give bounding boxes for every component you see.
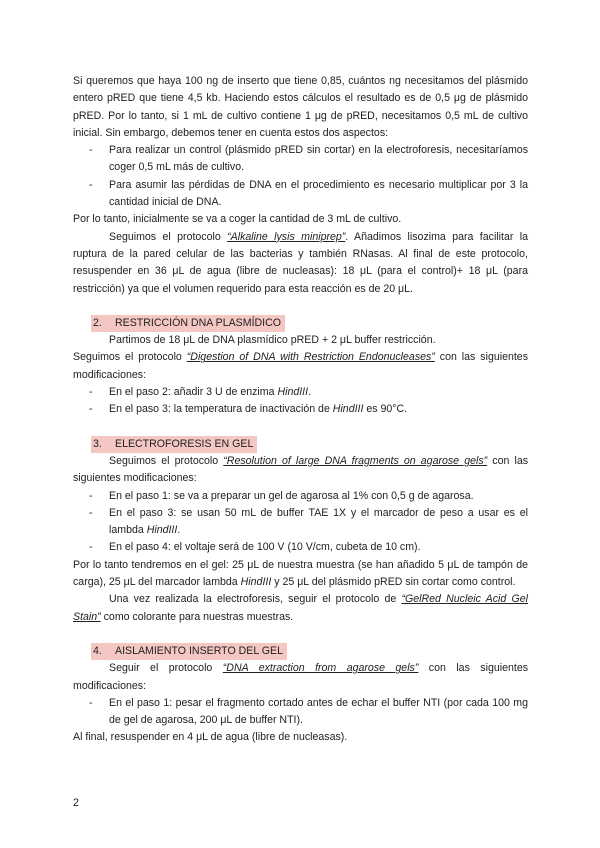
intro-bullet-list (73, 142, 528, 211)
miniprep-paragraph: Seguimos el protocolo “Alkaline lysis miniprep”. Añadimos lisozima para facilitar la ruptura de la pared celular de las bacterias y también RNasas. Al final de este protocolo, resuspender en 36 μL de agua (libre de nucleasas): 18 μL (para el control)+ 18 μL (para restricción) ya que el volumen requerido para esta reacción es de 20 μL. (73, 230, 529, 295)
section-4-title: AISLAMIENTO INSERTO DEL GEL (115, 644, 283, 657)
gelred-stain-link[interactable]: “GelRed Nucleic Acid Gel Stain” (73, 593, 528, 623)
intro-paragraph: Si queremos que haya 100 ng de inserto que tiene 0,85, cuántos ng necesitamos del plásmido entero pRED que tiene 4,5 kb. Haciendo estos cálculos el resultado es de 0,5 μg de plásmido pRED. Por lo tanto, si 1 mL de cultivo contiene 1 μg de pRED, necesitamos 0,5 mL de cultivo inicial. Sin embargo, debemos tener en cuenta estos dos aspectos: (73, 75, 528, 139)
section-3-bullet-step1: - En el paso 1: se va a preparar un gel de agarosa al 1% con 0,5 g de agarosa. (109, 488, 528, 505)
section-3-stain: Una vez realizada la electroforesis, seguir el protocolo de “GelRed Nucleic Acid Gel Stain” como colorante para nuestras muestras. (73, 593, 528, 623)
page-number: 2 (73, 797, 79, 809)
section-3-protocol: Seguimos el protocolo “Resolution of large DNA fragments on agarose gels” con las siguientes modificaciones: (73, 454, 529, 485)
section-4-final: Al final, resuspender en 4 μL de agua (libre de nucleasas). (73, 731, 348, 744)
section-2-bullet-step3: - En el paso 3: la temperatura de inactivación de HindIII es 90°C. (109, 401, 528, 418)
section-3-gel-contents: Por lo tanto tendremos en el gel: 25 μL de nuestra muestra (se han añadido 5 μL de tampón de carga), 25 μL del marcador lambda HindIII y 25 μL del plásmido pRED sin cortar como control. (73, 558, 528, 589)
section-2-intro: Partimos de 18 μL de DNA plasmídico pRED + 2 μL buffer restricción. (109, 334, 436, 347)
section-2-protocol: Seguimos el protocolo “Digestion of DNA with Restriction Endonucleases” con las siguientes modificaciones: (73, 351, 528, 381)
section-3-heading: 3. ELECTROFORESIS EN GEL (73, 436, 528, 453)
section-3-title: ELECTROFORESIS EN GEL (115, 437, 254, 450)
page-content (73, 73, 528, 747)
intro-bullet-control: - Para realizar un control (plásmido pRED sin cortar) en la electroforesis, necesitaríamos coger 0,5 mL más de cultivo. (109, 142, 528, 177)
intro-conclusion: Por lo tanto, inicialmente se va a coger la cantidad de 3 mL de cultivo. (73, 213, 402, 226)
section-2-bullet-list (73, 384, 528, 419)
section-4-bullet-step1: - En el paso 1: pesar el fragmento cortado antes de echar el buffer NTI (por cada 100 mg de gel de agarosa, 200 μL de buffer NTI). (109, 695, 528, 730)
agarose-gels-link[interactable]: “Resolution of large DNA fragments on agarose gels” (223, 454, 488, 467)
section-3-bullet-step3: - En el paso 3: se usan 50 mL de buffer TAE 1X y el marcador de peso a usar es el lambda HindIII. (109, 505, 528, 540)
section-4-bullet-list (73, 695, 528, 730)
alkaline-lysis-link[interactable]: “Alkaline lysis miniprep” (227, 230, 346, 243)
intro-bullet-losses: - Para asumir las pérdidas de DNA en el procedimiento es necesario multiplicar por 3 la cantidad inicial de DNA. (109, 177, 528, 212)
section-3-bullet-step4: - En el paso 4: el voltaje será de 100 V (10 V/cm, cubeta de 10 cm). (109, 539, 528, 556)
section-2-title: RESTRICCIÓN DNA PLASMÍDICO (115, 316, 281, 329)
dna-extraction-link[interactable]: “DNA extraction from agarose gels” (222, 662, 419, 675)
section-2-bullet-step2: - En el paso 2: añadir 3 U de enzima HindIII. (109, 384, 528, 401)
digestion-protocol-link[interactable]: “Digestion of DNA with Restriction Endonucleases” (186, 351, 435, 364)
section-4-heading: 4. AISLAMIENTO INSERTO DEL GEL (73, 643, 528, 660)
section-3-bullet-list (73, 488, 528, 557)
section-2-heading: 2. RESTRICCIÓN DNA PLASMÍDICO (73, 315, 528, 332)
section-4-protocol: Seguir el protocolo “DNA extraction from agarose gels” con las siguientes modificaciones: (73, 662, 529, 692)
